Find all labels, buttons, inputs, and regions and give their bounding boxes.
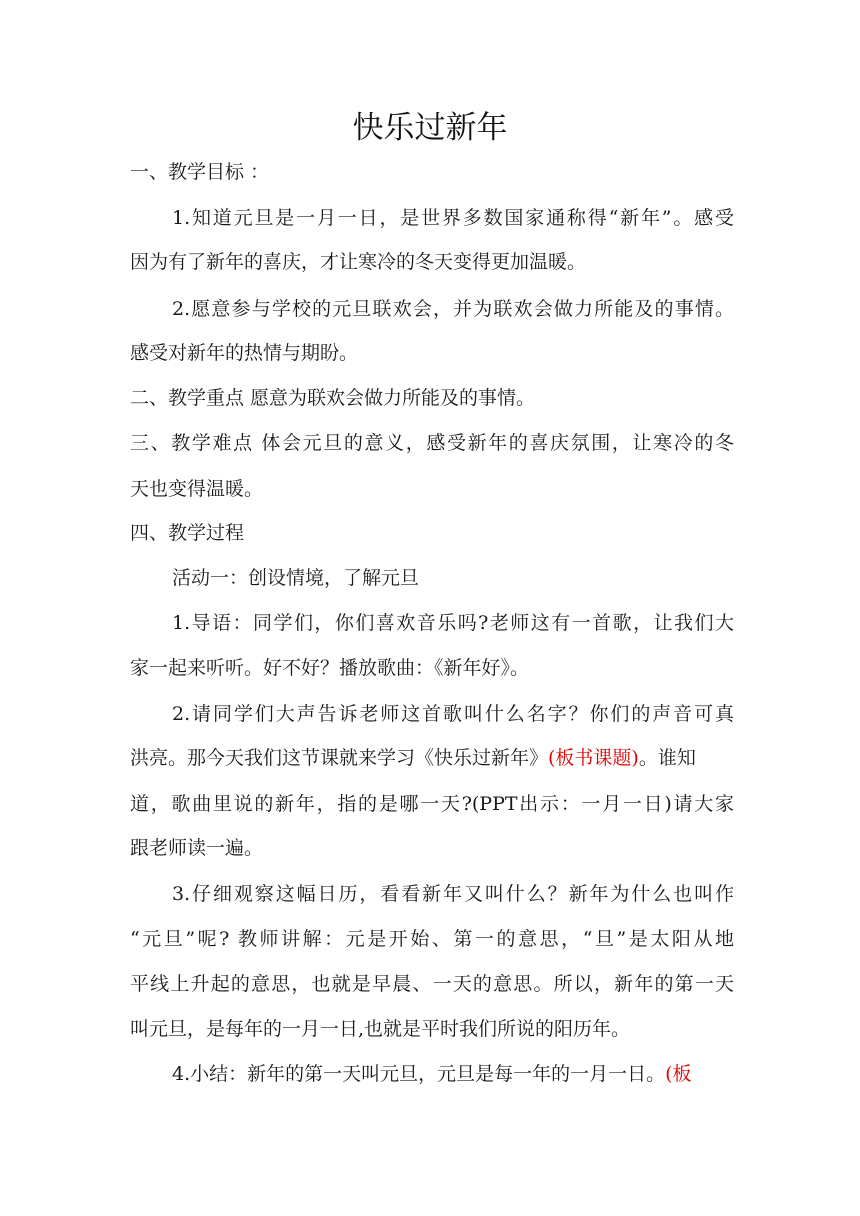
section-heading-process: 四、教学过程	[130, 522, 245, 544]
paragraph-line: 3.仔细观察这幅日历，看看新年又叫什么？新年为什么也叫作	[172, 883, 734, 905]
paragraph-line: 平线上升起的意思，也就是早晨、一天的意思。所以，新年的第一天	[130, 973, 734, 995]
section-heading-difficulties: 三、教学难点 体会元旦的意义，感受新年的喜庆氛围，让寒冷的冬	[130, 432, 734, 454]
board-note-highlight: (板书课题)	[548, 747, 639, 769]
line-text: 4.小结：新年的第一天叫元旦，元旦是每一年的一月一日。	[172, 1063, 666, 1085]
document-title: 快乐过新年	[352, 110, 508, 146]
paragraph-line: 叫元旦，是每年的一月一日,也就是平时我们所说的阳历年。	[130, 1018, 631, 1040]
paragraph-line: “元旦”呢? 教师讲解：元是开始、第一的意思，“旦”是太阳从地	[130, 928, 734, 950]
paragraph-line: 2.请同学们大声告诉老师这首歌叫什么名字？你们的声音可真	[172, 703, 734, 725]
paragraph-line: 2.愿意参与学校的元旦联欢会，并为联欢会做力所能及的事情。	[172, 298, 734, 320]
paragraph-line: 天也变得温暖。	[130, 478, 264, 500]
section-heading-objectives: 一、教学目标 ：	[130, 161, 270, 183]
paragraph-line: 感受对新年的热情与期盼。	[130, 342, 359, 364]
paragraph-line: 跟老师读一遍。	[130, 837, 264, 859]
line-text: 。谁知	[638, 747, 696, 769]
paragraph-line-with-note	[130, 746, 734, 770]
activity-heading: 活动一：创设情境，了解元旦	[172, 567, 420, 589]
section-heading-key-points: 二、教学重点 愿意为联欢会做力所能及的事情。	[130, 387, 536, 409]
board-note-highlight: (板	[665, 1063, 692, 1085]
paragraph-line: 1.导语：同学们，你们喜欢音乐吗?老师这有一首歌，让我们大	[172, 612, 734, 634]
paragraph-line: 1.知道元旦是一月一日，是世界多数国家通称得“新年”。感受	[172, 207, 734, 229]
paragraph-line: 道，歌曲里说的新年，指的是哪一天?(PPT出示：一月一日)请大家	[130, 793, 734, 815]
paragraph-line: 因为有了新年的喜庆，才让寒冷的冬天变得更加温暖。	[130, 251, 587, 273]
paragraph-line: 家一起来听听。好不好？播放歌曲：《新年好》。	[130, 657, 530, 679]
paragraph-line-with-note	[172, 1062, 734, 1086]
line-text: 洪亮。那今天我们这节课就来学习《快乐过新年》	[130, 747, 549, 769]
